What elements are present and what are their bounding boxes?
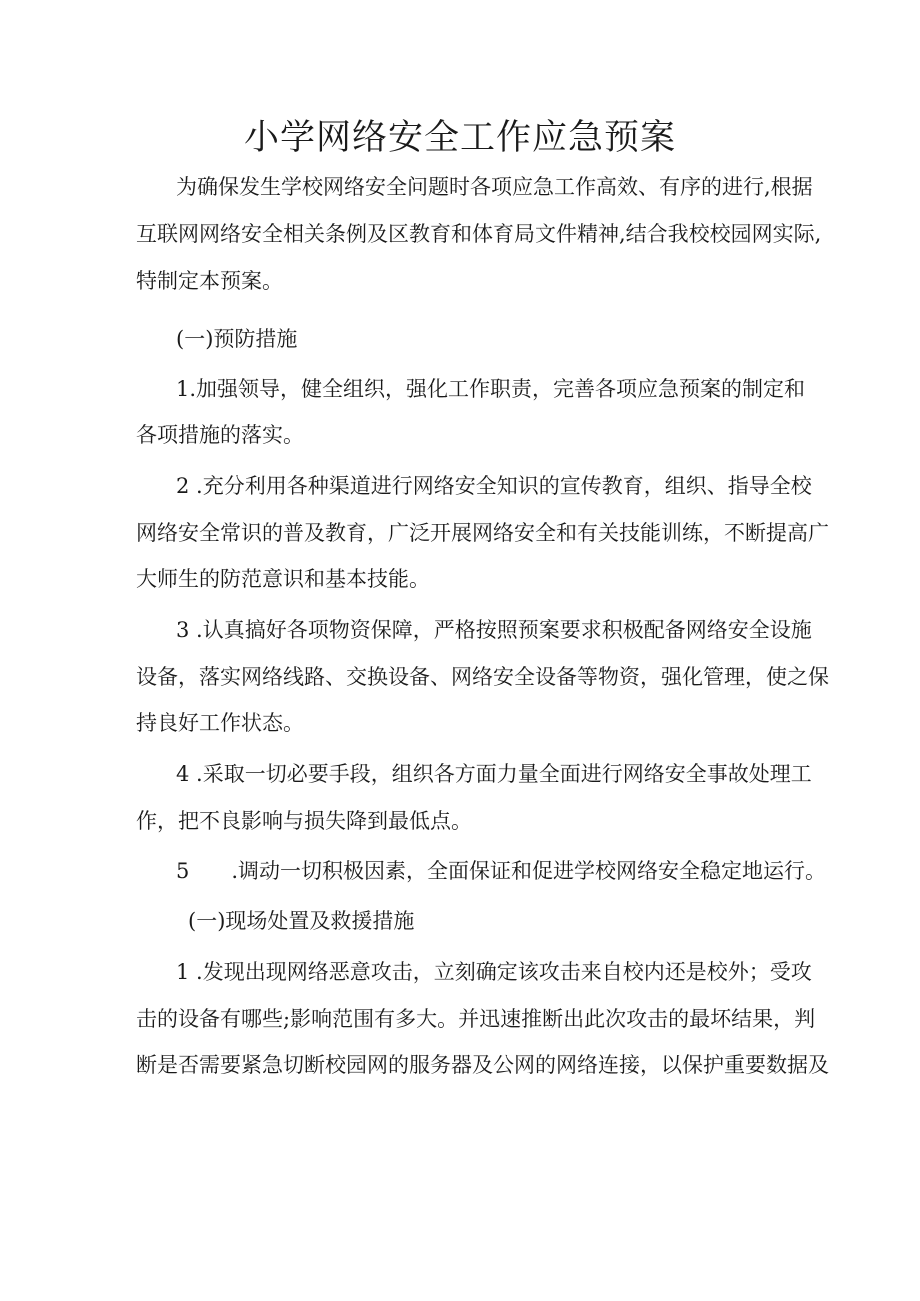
body-line: 互联网网络安全相关条例及区教育和体育局文件精神,结合我校校园网实际,: [136, 222, 822, 246]
body-line: 2 .充分利用各种渠道进行网络安全知识的宣传教育，组织、指导全校: [176, 474, 812, 498]
body-line: 4 .采取一切必要手段，组织各方面力量全面进行网络安全事故处理工: [176, 762, 812, 786]
body-line: 作，把不良影响与损失降到最低点。: [136, 809, 472, 833]
body-line: 为确保发生学校网络安全问题时各项应急工作高效、有序的进行,根据: [176, 175, 813, 199]
body-line: 网络安全常识的普及教育，广泛开展网络安全和有关技能训练，不断提高广: [136, 521, 829, 545]
body-line: 持良好工作状态。: [136, 711, 304, 735]
section-heading: (一)预防措施: [176, 327, 298, 351]
body-line: 3 .认真搞好各项物资保障，严格按照预案要求积极配备网络安全设施: [176, 618, 812, 642]
document-title: 小学网络安全工作应急预案: [243, 118, 676, 158]
body-line: 5 .调动一切积极因素，全面保证和促进学校网络安全稳定地运行。: [176, 859, 827, 883]
body-line: 1 .发现出现网络恶意攻击，立刻确定该攻击来自校内还是校外；受攻: [176, 960, 812, 984]
body-line: 特制定本预案。: [136, 269, 283, 293]
body-line: 设备，落实网络线路、交换设备、网络安全设备等物资，强化管理，使之保: [136, 665, 829, 689]
body-line: 1.加强领导，健全组织，强化工作职责，完善各项应急预案的制定和: [176, 377, 806, 401]
body-line: 断是否需要紧急切断校园网的服务器及公网的网络连接，以保护重要数据及: [136, 1053, 829, 1077]
section-heading: (一)现场处置及救援措施: [188, 909, 415, 933]
body-line: 击的设备有哪些;影响范围有多大。并迅速推断出此次攻击的最坏结果，判: [136, 1007, 816, 1031]
body-line: 各项措施的落实。: [136, 423, 304, 447]
body-line: 大师生的防范意识和基本技能。: [136, 567, 430, 591]
